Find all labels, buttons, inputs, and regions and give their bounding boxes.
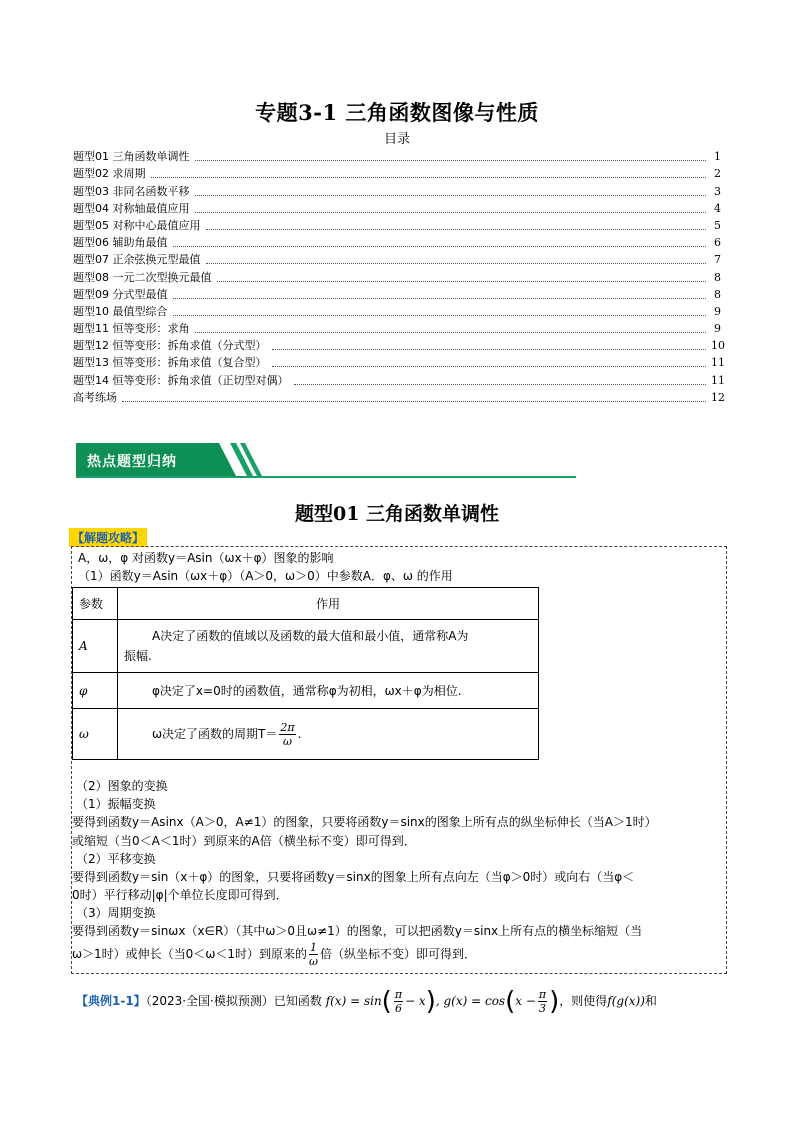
toc-entry[interactable] [73, 319, 721, 336]
toc-entry[interactable] [73, 302, 721, 319]
toc-entry-page: 9 [714, 304, 721, 318]
toc-entry[interactable] [73, 250, 721, 267]
toc-leader-dots [206, 229, 707, 230]
subsection-shift: （2）平移变换 [76, 852, 156, 866]
toc-entry[interactable] [73, 285, 721, 302]
strategy-tag: 【解题攻略】 [69, 528, 147, 547]
toc-leader-dots [173, 298, 707, 299]
parameter-table [72, 587, 539, 760]
toc-entry[interactable] [73, 353, 725, 370]
paragraph-line: 0时）平行移动|φ|个单位长度即可得到． [72, 888, 288, 902]
table-header-effect: 作用 [118, 588, 539, 620]
paragraph-line: 要得到函数y＝sin（x＋φ）的图象，只要将函数y＝sinx的图象上所有点向左（当φ＞0时）或向右（当φ＜ [72, 870, 635, 884]
fraction: $\frac{1}{\omega}$ [309, 941, 318, 968]
toc-entry-label: 题型09 分式型最值 [73, 287, 168, 301]
toc-entry-page: 10 [711, 339, 725, 353]
example-tag: 【典例1-1】 [76, 994, 146, 1008]
toc-entry-page: 11 [711, 356, 725, 370]
toc-leader-dots [272, 366, 707, 367]
table-of-contents [73, 147, 725, 405]
table-row: φ φ决定了x=0时的函数值，通常称φ为初相，ωx＋φ为相位. [73, 673, 539, 709]
toc-entry-page: 8 [714, 287, 721, 301]
toc-entry[interactable] [73, 233, 721, 250]
fraction: $\frac{\pi}{3}$ [538, 988, 547, 1015]
section-2-heading: （2）图象的变换 [76, 779, 168, 793]
toc-entry[interactable] [73, 336, 725, 353]
paragraph-line: ω＞1时）或伸长（当0＜ω＜1时）到原来的 $\frac{1}{\omega}$ 倍（纵坐标不变）即可得到． [72, 941, 477, 968]
table-row: ω ω决定了函数的周期T＝ $\frac{2\pi}{\omega}$ . [73, 709, 539, 760]
toc-entry[interactable] [73, 147, 721, 164]
example-line: 【典例1-1】（2023·全国·模拟预测）已知函数 f(x) = sin( $\frac{\pi}{6}$ − x), g(x) = cos(x − $\frac{\pi}{3}$ )，则使得f(g(x))和 [76, 986, 657, 1017]
toc-entry[interactable] [73, 181, 721, 198]
intro-line-1: A，ω，φ 对函数y＝Asin（ωx＋φ）图象的影响 [78, 551, 334, 565]
toc-entry[interactable] [73, 388, 725, 405]
intro-line-2: （1）函数y＝Asin（ωx＋φ）（A＞0，ω＞0）中参数A．φ、ω 的作用 [78, 569, 453, 583]
toc-entry[interactable] [73, 199, 721, 216]
toc-leader-dots [195, 160, 707, 161]
toc-leader-dots [173, 246, 707, 247]
toc-entry-label: 高考练场 [73, 390, 117, 404]
toc-entry[interactable] [73, 216, 721, 233]
toc-entry-page: 2 [714, 167, 721, 181]
toc-entry-label: 题型01 三角函数单调性 [73, 150, 190, 164]
toc-leader-dots [195, 212, 707, 213]
toc-entry-label: 题型07 正余弦换元型最值 [73, 253, 201, 267]
paragraph-line: 或缩短（当0＜A＜1时）到原来的A倍（横坐标不变）即可得到． [72, 834, 416, 848]
toc-entry-page: 1 [714, 150, 721, 164]
fraction: $\frac{\pi}{6}$ [394, 988, 403, 1015]
toc-entry-page: 7 [714, 253, 721, 267]
toc-entry-label: 题型06 辅助角最值 [73, 236, 168, 250]
toc-entry-page: 8 [714, 270, 721, 284]
table-cell-text: ω决定了函数的周期T＝ [152, 726, 278, 741]
toc-entry-page: 4 [714, 201, 721, 215]
paragraph-line: 要得到函数y＝sinωx（x∈R）（其中ω＞0且ω≠1）的图象，可以把函数y＝sinx上所有点的横坐标缩短（当 [72, 924, 643, 938]
toc-entry[interactable] [73, 267, 721, 284]
paragraph-line: 要得到函数y＝Asinx（A＞0，A≠1）的图象，只要将函数y＝sinx的图象上所有点的纵坐标伸长（当A＞1时） [72, 815, 657, 829]
subsection-period: （3）周期变换 [76, 906, 156, 920]
toc-entry-page: 5 [714, 218, 721, 232]
subsection-amplitude: （1）振幅变换 [76, 797, 156, 811]
fraction: $\frac{2\pi}{\omega}$ [280, 720, 295, 748]
toc-heading: 目录 [383, 132, 410, 147]
table-row: A A决定了函数的值域以及函数的最大值和最小值，通常称A为 振幅. [73, 620, 539, 673]
toc-entry-page: 9 [714, 322, 721, 336]
toc-leader-dots [195, 332, 707, 333]
table-header-param: 参数 [73, 588, 118, 620]
section-title: 题型01 三角函数单调性 [294, 503, 500, 525]
toc-entry-label: 题型05 对称中心最值应用 [73, 218, 201, 232]
page-title: 专题3-1 三角函数图像与性质 [255, 100, 539, 125]
toc-leader-dots [294, 384, 707, 385]
toc-entry-page: 12 [711, 390, 725, 404]
toc-entry-label: 题型11 恒等变形：求角 [73, 322, 190, 336]
toc-entry-label: 题型13 恒等变形：拆角求值（复合型） [73, 356, 267, 370]
toc-entry-label: 题型03 非同名函数平移 [73, 184, 190, 198]
toc-entry[interactable] [73, 164, 721, 181]
toc-entry-label: 题型14 恒等变形：拆角求值（正切型对偶） [73, 373, 289, 387]
toc-entry-page: 3 [714, 184, 721, 198]
toc-leader-dots [206, 263, 707, 264]
toc-leader-dots [217, 281, 707, 282]
toc-entry-label: 题型10 最值型综合 [73, 304, 168, 318]
toc-entry-label: 题型04 对称轴最值应用 [73, 201, 190, 215]
toc-entry-page: 6 [714, 236, 721, 250]
toc-entry-label: 题型02 求周期 [73, 167, 146, 181]
table-cell-text: A决定了函数的值域以及函数的最大值和最小值，通常称A为 [152, 629, 469, 643]
table-cell-text: 振幅. [124, 649, 152, 663]
toc-entry-page: 11 [711, 373, 725, 387]
banner-underline [76, 476, 576, 478]
table-cell-text: φ决定了x=0时的函数值，通常称φ为初相，ωx＋φ为相位. [152, 684, 462, 698]
banner-label: 热点题型归纳 [87, 454, 177, 470]
toc-leader-dots [272, 349, 707, 350]
toc-entry-label: 题型12 恒等变形：拆角求值（分式型） [73, 339, 267, 353]
toc-entry-label: 题型08 一元二次型换元最值 [73, 270, 212, 284]
toc-leader-dots [122, 401, 706, 402]
toc-leader-dots [173, 315, 707, 316]
toc-leader-dots [151, 177, 707, 178]
toc-leader-dots [195, 195, 707, 196]
toc-entry[interactable] [73, 370, 725, 387]
